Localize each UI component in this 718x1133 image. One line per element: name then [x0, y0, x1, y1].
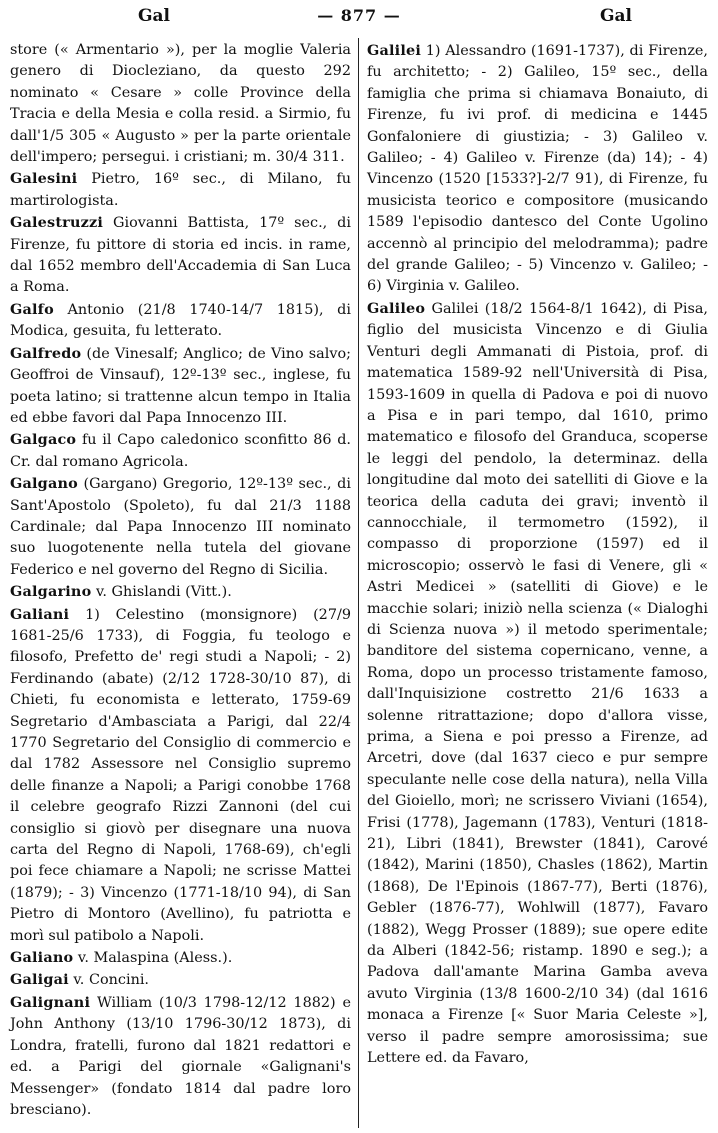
entry-body: store (« Armentario »), per la moglie Valeria genero di Diocleziano, da questo 292 nominato « Cesare » colle Province della Tracia e della Mesia e colla resid. a Sirmio, fu dall'1/5 305 « Augusto » per la parte orientale dell'impero; persegui. i cristiani; m. 30/4 311. [10, 42, 351, 166]
dictionary-entry [10, 969, 351, 991]
header-left-guideword: Gal [138, 6, 170, 26]
dictionary-entry [367, 298, 708, 1070]
entry-headword: Galgano [10, 475, 78, 493]
dictionary-entry [10, 473, 351, 581]
dictionary-entry [10, 581, 351, 603]
right-column [367, 40, 708, 1070]
dictionary-entry [10, 343, 351, 430]
entry-body: (de Vinesalf; Anglico; de Vino salvo; Geoffroi de Vinsauf), 12º-13º sec., inglese, fu poeta latino; si trattenne alcun tempo in Italia ed ebbe favori dal Papa Innocenzo III. [10, 345, 351, 426]
entry-headword: Galgarino [10, 583, 92, 601]
header-right-guideword: Gal [600, 6, 632, 26]
dictionary-entry [10, 212, 351, 299]
entry-body: (Gargano) Gregorio, 12º-13º sec., di Sant'Apostolo (Spoleto), fu dal 21/3 1188 Cardinale; dal Papa Innocenzo III nominato suo luogotenente nella tutela del giovane Federico e nel governo del Regno di Sicilia. [10, 476, 351, 578]
entry-body: fu il Capo caledonico sconfitto 86 d. Cr. dal romano Agricola. [10, 432, 351, 470]
entry-body: v. Concini. [73, 972, 150, 989]
entry-body: 1) Alessandro (1691-1737), di Firenze, fu architetto; - 2) Galileo, 15º sec., della famiglia che prima si chiamava Bonaiuto, di Firenze, fu ivi prof. di medicina e 1445 Gonfaloniere di giustizia; - 3) Galileo v. Galileo; - 4) Galileo v. Firenze (da) 14); - 4) Vincenzo (1520 [1533?]-2/7 91), di Firenze, fu musicista teorico e compositore (musicando 1589 l'episodio dantesco del Conte Ugolino accennò al principio del melodramma); padre del grande Galileo; - 5) Vincenzo v. Galileo; - 6) Virginia v. Galileo. [367, 43, 708, 295]
entry-headword: Galignani [10, 993, 91, 1011]
entry-body: Antonio (21/8 1740-14/7 1815), di Modica, gesuita, fu letterato. [10, 301, 351, 340]
entry-headword: Galilei [367, 42, 422, 59]
entry-headword: Galileo [367, 299, 426, 317]
dictionary-entry [10, 604, 351, 948]
entry-headword: Galiano [10, 949, 74, 967]
dictionary-entry [10, 429, 351, 473]
column-rule [358, 38, 359, 1128]
entry-body: Galilei (18/2 1564-8/1 1642), di Pisa, figlio del musicista Vincenzo e di Giulia Venturi degli Ammanati di Pistoia, prof. di matematica 1589-92 nell'Università di Pisa, 1593-1609 in quella di Padova e poi di nuovo a Pisa e in pari tempo, dal 1610, primo matematico e filosofo del Granduca, scoperse le leggi del pendolo, la determinaz. della longitudine dal moto dei satelliti di Giove e la teorica della caduta dei gravi; inventò il cannocchiale, il termometro (1592), il compasso di proporzione (1597) ed il microscopio; osservò le fasi di Venere, gli « Astri Medicei » (satelliti di Giove) e le macchie solari; iniziò nella scienza (« Dialoghi di Scienza nuova ») il metodo sperimentale; banditore del sistema copernicano, venne, a Roma, dopo un processo tristamente famoso, dall'Inquisizione costretto 21/6 1633 a solenne ritrattazione; dopo d'allora visse, prima, a Siena e poi presso a Firenze, ad Arcetri, dove (dal 1637 cieco e pur sempre speculante nelle cose della natura), nella Villa del Gioiello, morì; ne scrissero Viviani (1654), Frisi (1778), Jagemann (1783), Venturi (1818-21), Libri (1841), Brewster (1841), Carové (1842), Marini (1850), Chasles (1862), Martin (1868), De l'Epinois (1867-77), Berti (1876), Gebler (1876-77), Wohlwill (1877), Favaro (1882), Wegg Prosser (1889); sue opere edite da Alberi (1842-56; ristamp. 1890 e seg.); a Padova dall'amante Marina Gamba aveva avuto Virginia (13/8 1600-2/10 34) (dal 1616 monaca a Firenze [« Suor Maria Celeste »], verso il padre sempre amorosissima; sue Lettere ed. da Favaro, [367, 300, 709, 1067]
entry-headword: Galestruzzi [10, 214, 104, 232]
entry-headword: Galiani [10, 605, 70, 623]
entry-body: 1) Celestino (monsignore) (27/9 1681-25/6 1733), di Foggia, fu teologo e filosofo, Prefetto de' regi studi a Napoli; - 2) Ferdinando (abate) (2/12 1728-30/10 87), di Chieti, fu economista e letterato, 1759-69 Segretario d'Ambasciata a Parigi, dal 22/4 1770 Segretario del Consiglio di commercio e dal 1782 Assessore nel Consiglio supremo delle finanze a Napoli; a Parigi conobbe 1768 il celebre geografo Rizzi Zannoni (del cui consiglio si giovò per disegnare una nuova carta del Regno di Napoli, 1768-69), ch'egli poi fece chiamare a Napoli; ne scrisse Mattei (1879); - 3) Vincenzo (1771-18/10 94), di San Pietro di Montoro (Avellino), fu patriotta e morì sul patibolo a Napoli. [10, 606, 351, 944]
entry-headword: Galgaco [10, 431, 77, 449]
entry-body: Pietro, 16º sec., di Milano, fu martirologista. [10, 171, 351, 209]
dictionary-entry [10, 299, 351, 343]
continued-entry [10, 40, 351, 168]
dictionary-entry [367, 40, 708, 298]
dictionary-entry [10, 168, 351, 212]
entry-body: v. Ghislandi (Vitt.). [95, 584, 232, 601]
entry-headword: Galfo [10, 300, 54, 318]
page-header [0, 6, 718, 30]
entry-body: v. Malaspina (Aless.). [77, 950, 233, 967]
dictionary-entry [10, 992, 351, 1121]
dictionary-entry [10, 947, 351, 969]
entry-headword: Galigai [10, 971, 69, 989]
entry-headword: Galfredo [10, 344, 82, 362]
left-column [10, 40, 351, 1121]
entry-headword: Galesini [10, 170, 78, 188]
page-number: — 877 — [317, 6, 401, 25]
entry-body: William (10/3 1798-12/12 1882) e John Anthony (13/10 1796-30/12 1873), di Londra, fratelli, furono dal 1821 redattori e ed. a Parigi del giornale «Galignani's Messenger» (fondato 1814 dal padre loro bresciano). [10, 994, 351, 1118]
entry-body: Giovanni Battista, 17º sec., di Firenze, fu pittore di storia ed incis. in rame, dal 1652 membro dell'Accademia di San Luca a Roma. [10, 215, 351, 296]
